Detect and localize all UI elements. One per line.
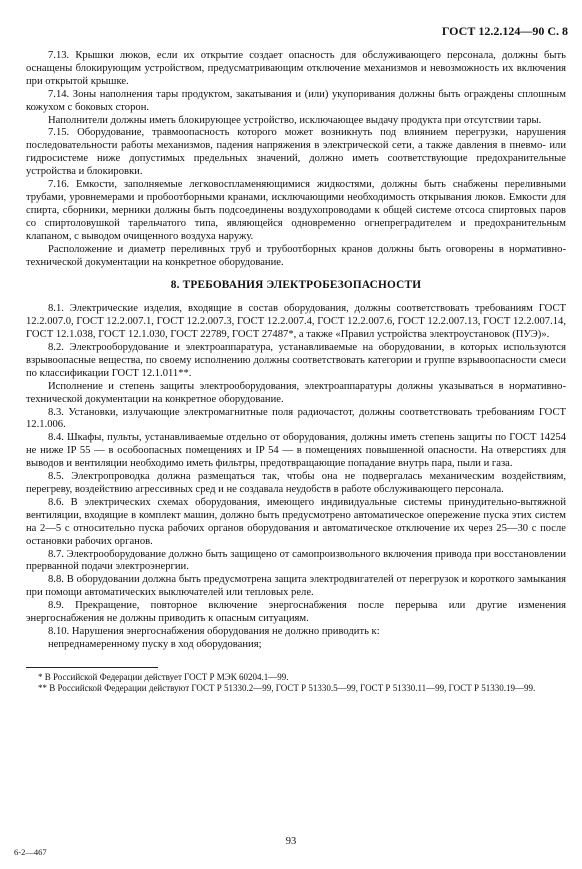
footnote-2: ** В Российской Федерации действуют ГОСТ Р 51330.2—99, ГОСТ Р 51330.5—99, ГОСТ Р 51330.11—99, ГОСТ Р 51330.19—99.	[38, 682, 536, 693]
page-number: 93	[285, 836, 297, 847]
paragraph-fillers: Наполнители должны иметь блокирующее устройство, исключающее выдачу продукта при отсутствии тары.	[48, 114, 542, 126]
paragraph-8-6: 8.6. В электрических схемах оборудования, имеющего индивидуальные системы принудительно-вытяжной вентиляции, входящие в комплект машин, должно быть предусмотрено автоматическое опережение пуска этих систем на 2—5 с относительно пуска рабочих органов оборудования и автоматическое отключение их через 25—30 с после остановки рабочих органов.	[26, 496, 566, 547]
paragraph-8-4: 8.4. Шкафы, пульты, устанавливаемые отдельно от оборудования, должны иметь степень защиты по ГОСТ 14254 не ниже IP 55 — в особоопасных помещениях и IP 54 — в помещениях повышенной опасности. На отверстиях для выводов и вентиляции необходимо иметь фильтры, предотвращающие попадание внутрь пара, пыли и газа.	[26, 432, 566, 470]
paragraph-7-14: 7.14. Зоны наполнения тары продуктом, закатывания и (или) укупоривания должны быть ограждены сплошным кожухом с боковых сторон.	[26, 88, 566, 113]
body-text	[26, 50, 566, 694]
paragraph-7-16: 7.16. Емкости, заполняемые легковоспламеняющимися жидкостями, должны быть снабжены переливными трубами, уровнемерами и пробоотборными кранами, исключающими необходимость открывания люков. Емкости для спирта, сборники, мерники должны быть подсоединены воздухопроводами к общей системе отсоса спиртовых паров со спиртоловушкой тарельчатого типа, являющейся одновременно огнепреградителем и предохранительным клапаном, с выводом очищенного воздуха наружу.	[26, 179, 566, 242]
running-header: ГОСТ 12.2.124—90 С. 8	[441, 24, 568, 38]
paragraph-8-9: 8.9. Прекращение, повторное включение энергоснабжения после перерыва или другие изменения энергоснабжения не должны приводить к опасным ситуациям.	[26, 600, 566, 625]
paragraph-7-15: 7.15. Оборудование, травмоопасность которого может возникнуть под влиянием перегрузки, нарушения последовательности работы механизмов, падения напряжения в электрической сети, а также давления в пневмо- или гидросистеме ниже допустимых предельных значений, должно иметь соответствующие предохранительные устройства и блокировки.	[26, 127, 566, 178]
print-code: 6-2—467	[14, 847, 47, 857]
paragraph-8-8: 8.8. В оборудовании должна быть предусмотрена защита электродвигателей от перегрузок и короткого замыкания при помощи автоматических выключателей или тепловых реле.	[26, 574, 566, 599]
paragraph-8-3: 8.3. Установки, излучающие электромагнитные поля радиочастот, должны соответствовать требованиям ГОСТ 12.1.006.	[26, 406, 566, 431]
paragraph-8-10: 8.10. Нарушения энергоснабжения оборудования не должно приводить к:	[48, 625, 380, 637]
footnotes	[26, 672, 566, 694]
paragraph-8-10-item: непреднамеренному пуску в ход оборудования;	[48, 638, 262, 650]
paragraph-7-13: 7.13. Крышки люков, если их открытие создает опасность для обслуживающего персонала, должны быть оснащены блокирующим устройством, предусматривающим отключение механизмов и невозможность их включения при открытой крышке.	[26, 50, 566, 87]
paragraph-8-2: 8.2. Электрооборудование и электроаппаратура, устанавливаемые на оборудовании, в которых используются взрывоопасные вещества, по своему исполнению должны соответствовать категории и группе взрывоопасности смеси по классификации ГОСТ 12.1.011**.	[26, 342, 566, 379]
paragraph-execution: Исполнение и степень защиты электрооборудования, электроаппаратуры должны указываться в нормативно-технической документации на конкретное оборудование.	[26, 380, 566, 405]
footnote-divider	[26, 667, 158, 668]
footnote-1: * В Российской Федерации действует ГОСТ Р МЭК 60204.1—99.	[38, 671, 289, 682]
paragraph-pipes: Расположение и диаметр переливных труб и трубоотборных кранов должны быть оговорены в нормативно-технической документации на конкретное оборудование.	[26, 243, 566, 268]
paragraph-8-1: 8.1. Электрические изделия, входящие в состав оборудования, должны соответствовать требованиям ГОСТ 12.2.007.0, ГОСТ 12.2.007.1, ГОСТ 12.2.007.3, ГОСТ 12.2.007.4, ГОСТ 12.2.007.6, ГОСТ 12.2.007.13, ГОСТ 12.2.007.14, ГОСТ 12.1.038, ГОСТ 12.1.030, ГОСТ 22789, ГОСТ 27487*, а также «Правил устройства электроустановок (ПУЭ)».	[26, 303, 566, 341]
section-heading: 8. ТРЕБОВАНИЯ ЭЛЕКТРОБЕЗОПАСНОСТИ	[170, 279, 422, 292]
paragraph-8-7: 8.7. Электрооборудование должно быть защищено от самопроизвольного включения привода при восстановлении прерванной подачи электроэнергии.	[26, 548, 566, 573]
paragraph-8-5: 8.5. Электропроводка должна размещаться так, чтобы она не подвергалась механическим воздействиям, перегреву, воздействию агрессивных сред и не создавала неудобств в работе обслуживающего персонала.	[26, 471, 566, 495]
